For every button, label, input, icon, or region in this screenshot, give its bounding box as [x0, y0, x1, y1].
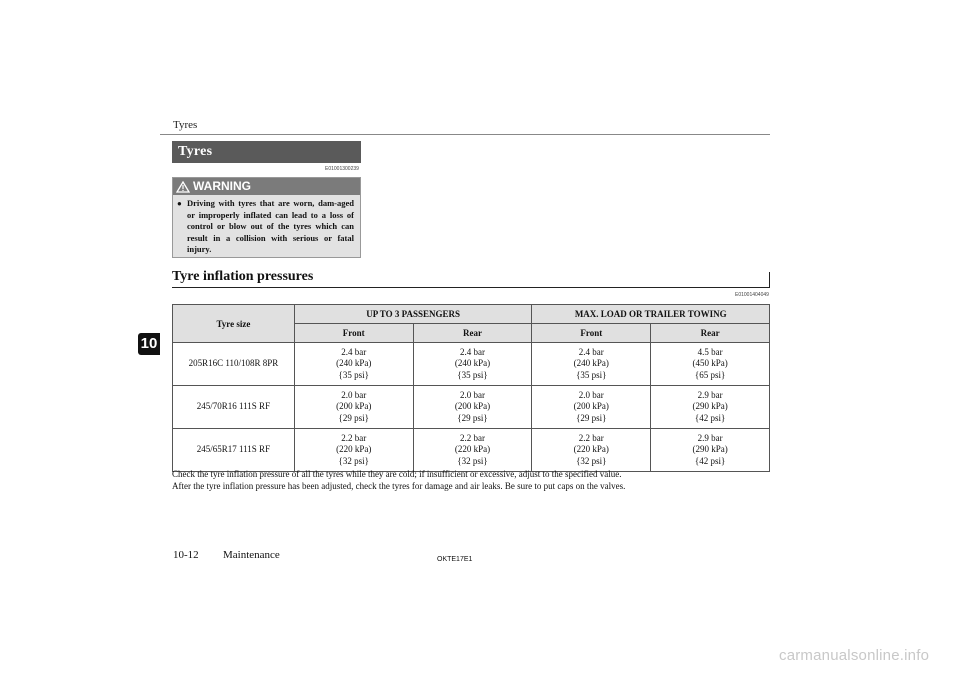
warning-triangle-icon [176, 181, 190, 193]
pressure-value: {32 psi} [576, 455, 607, 466]
footer-section: Maintenance [223, 549, 280, 561]
warning-label: WARNING [193, 179, 251, 193]
pressure-value: (200 kPa) [573, 401, 609, 412]
tyre-size-cell: 245/70R16 111S RF [173, 386, 295, 429]
pressure-value: (220 kPa) [573, 444, 609, 455]
pressure-value: (200 kPa) [454, 401, 491, 412]
warning-body [173, 195, 360, 256]
warning-box [172, 177, 361, 258]
running-head: Tyres [173, 119, 198, 131]
column-header-rear: Rear [413, 324, 532, 343]
pressure-value: {35 psi} [576, 369, 607, 380]
pressure-value: {29 psi} [576, 412, 607, 423]
table-row [173, 429, 770, 472]
document-code: OKTE17E1 [437, 556, 473, 563]
pressure-value: {32 psi} [457, 455, 488, 466]
pressure-value: {42 psi} [694, 412, 726, 423]
pressure-cell [294, 386, 413, 429]
header-rule [160, 134, 770, 135]
pressure-cell [651, 429, 770, 472]
pressure-value: 2.2 bar [578, 432, 604, 443]
pressure-value: {42 psi} [694, 455, 726, 466]
pressure-cell [532, 343, 651, 386]
pressure-cell [651, 343, 770, 386]
tyre-size-header: Tyre size [173, 305, 295, 343]
tyre-size-cell: 245/65R17 111S RF [173, 429, 295, 472]
pressure-cell [413, 386, 532, 429]
section-title: Tyres [172, 141, 361, 163]
pressure-cell [294, 429, 413, 472]
table-row [173, 386, 770, 429]
tyre-pressure-table [172, 304, 770, 472]
pressure-value: (240 kPa) [573, 358, 609, 369]
pressure-value: 2.4 bar [341, 346, 367, 357]
subsection-tick [769, 272, 770, 288]
pressure-value: {35 psi} [457, 369, 488, 380]
pressure-value: (450 kPa) [692, 358, 728, 369]
warning-text: Driving with tyres that are worn, dam-aged or improperly inflated can lead to a loss of control or blow out of the tyres which can result in a collision with serious or fatal injury. [187, 198, 354, 254]
section-code: E01001300239 [325, 166, 359, 172]
column-header-front: Front [294, 324, 413, 343]
group-header-normal: UP TO 3 PASSENGERS [294, 305, 532, 324]
tyre-size-cell: 205R16C 110/108R 8PR [173, 343, 295, 386]
pressure-value: (200 kPa) [336, 401, 372, 412]
body-text [172, 468, 772, 492]
pressure-value: (290 kPa) [692, 444, 728, 455]
subsection-title: Tyre inflation pressures [172, 269, 314, 284]
pressure-value: (240 kPa) [336, 358, 372, 369]
pressure-value: (220 kPa) [336, 444, 372, 455]
pressure-value: (240 kPa) [454, 358, 491, 369]
pressure-value: 2.0 bar [341, 389, 367, 400]
column-header-front: Front [532, 324, 651, 343]
pressure-value: (220 kPa) [454, 444, 491, 455]
pressure-value: 2.9 bar [697, 389, 723, 400]
page-number: 10-12 [173, 549, 199, 561]
pressure-value: {32 psi} [338, 455, 369, 466]
paragraph: Check the tyre inflation pressure of all the tyres while they are cold; if insufficient or excessive, adjust to the specified value. [172, 469, 622, 479]
pressure-cell [532, 429, 651, 472]
pressure-value: 2.0 bar [460, 389, 485, 400]
pressure-value: {29 psi} [338, 412, 369, 423]
pressure-value: 4.5 bar [697, 346, 723, 357]
pressure-value: 2.9 bar [697, 432, 723, 443]
pressure-value: 2.2 bar [341, 432, 367, 443]
pressure-cell [532, 386, 651, 429]
table-body [173, 343, 770, 472]
pressure-value: {65 psi} [694, 369, 726, 380]
pressure-value: (290 kPa) [692, 401, 728, 412]
subsection-code: E01001404049 [735, 292, 769, 298]
pressure-value: 2.2 bar [460, 432, 485, 443]
pressure-cell [651, 386, 770, 429]
chapter-tab[interactable]: 10 [138, 333, 160, 355]
group-header-max-load: MAX. LOAD OR TRAILER TOWING [532, 305, 770, 324]
pressure-value: {35 psi} [338, 369, 369, 380]
bullet-icon: ● [177, 199, 182, 208]
pressure-value: {29 psi} [457, 412, 488, 423]
column-header-rear: Rear [651, 324, 770, 343]
pressure-value: 2.4 bar [578, 346, 604, 357]
subsection-rule [172, 287, 770, 288]
watermark: carmanualsonline.info [779, 647, 930, 664]
pressure-cell [413, 429, 532, 472]
pressure-cell [413, 343, 532, 386]
pressure-value: 2.0 bar [578, 389, 604, 400]
pressure-value: 2.4 bar [460, 346, 485, 357]
paragraph: After the tyre inflation pressure has been adjusted, check the tyres for damage and air leaks. Be sure to put caps on the valves. [172, 481, 626, 491]
warning-header [173, 178, 360, 195]
pressure-cell [294, 343, 413, 386]
table-row [173, 343, 770, 386]
